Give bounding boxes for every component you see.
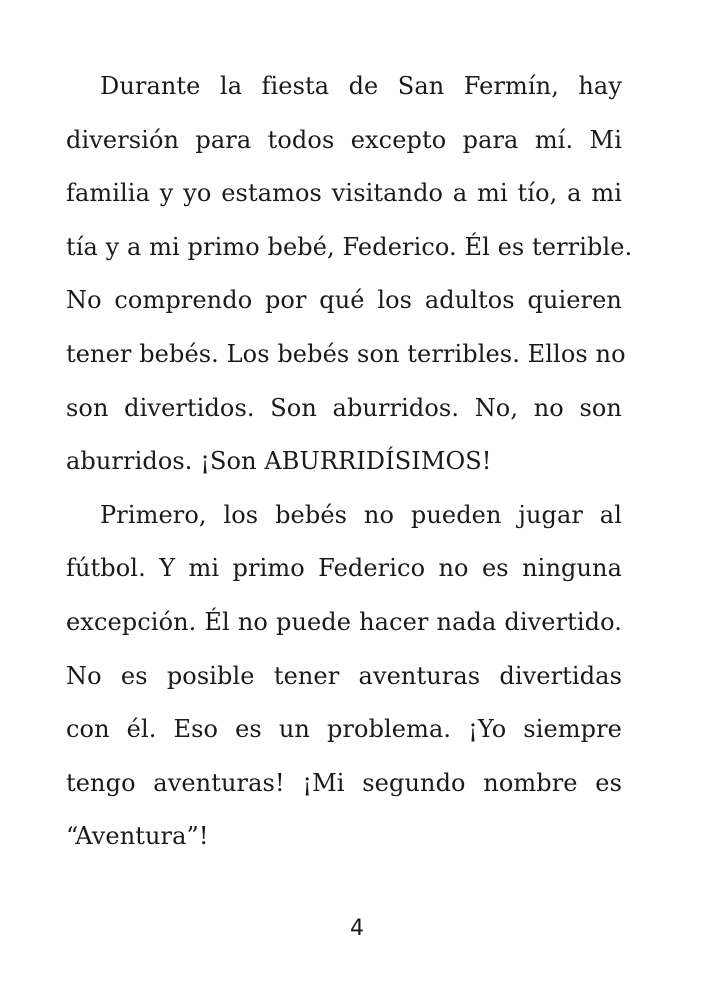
paragraph-1-line-5: No comprendo por qué los adultos quieren (66, 286, 622, 315)
paragraph-1-line-6: tener bebés. Los bebés son terribles. Ellos no (66, 339, 626, 368)
paragraph-1-line-7: son divertidos. Son aburridos. No, no son (66, 393, 622, 422)
paragraph-2-line-5: con él. Eso es un problema. ¡Yo siempre (66, 715, 622, 744)
page-body-text (66, 60, 633, 864)
paragraph-1-line-1: Durante la fiesta de San Fermín, hay (100, 72, 622, 100)
paragraph-2-line-1: Primero, los bebés no pueden jugar al (100, 500, 622, 529)
paragraph-2-line-3: excepción. Él no puede hacer nada divertido. (66, 607, 622, 636)
paragraph-2-line-2: fútbol. Y mi primo Federico no es ninguna (66, 554, 622, 583)
paragraph-1-line-3: familia y yo estamos visitando a mi tío, a mi (66, 179, 622, 208)
paragraph-2-line-7: “Aventura”! (66, 822, 209, 851)
paragraph-1-line-2: diversión para todos excepto para mí. Mi (66, 125, 622, 154)
paragraph-1-line-8: aburridos. ¡Son ABURRIDÍSIMOS! (66, 447, 492, 476)
paragraph-2-line-4: No es posible tener aventuras divertidas (66, 661, 622, 690)
paragraph-2-line-6: tengo aventuras! ¡Mi segundo nombre es (66, 768, 622, 797)
paragraph-1-line-4: tía y a mi primo bebé, Federico. Él es terrible. (66, 232, 633, 261)
page-number: 4 (350, 916, 364, 941)
